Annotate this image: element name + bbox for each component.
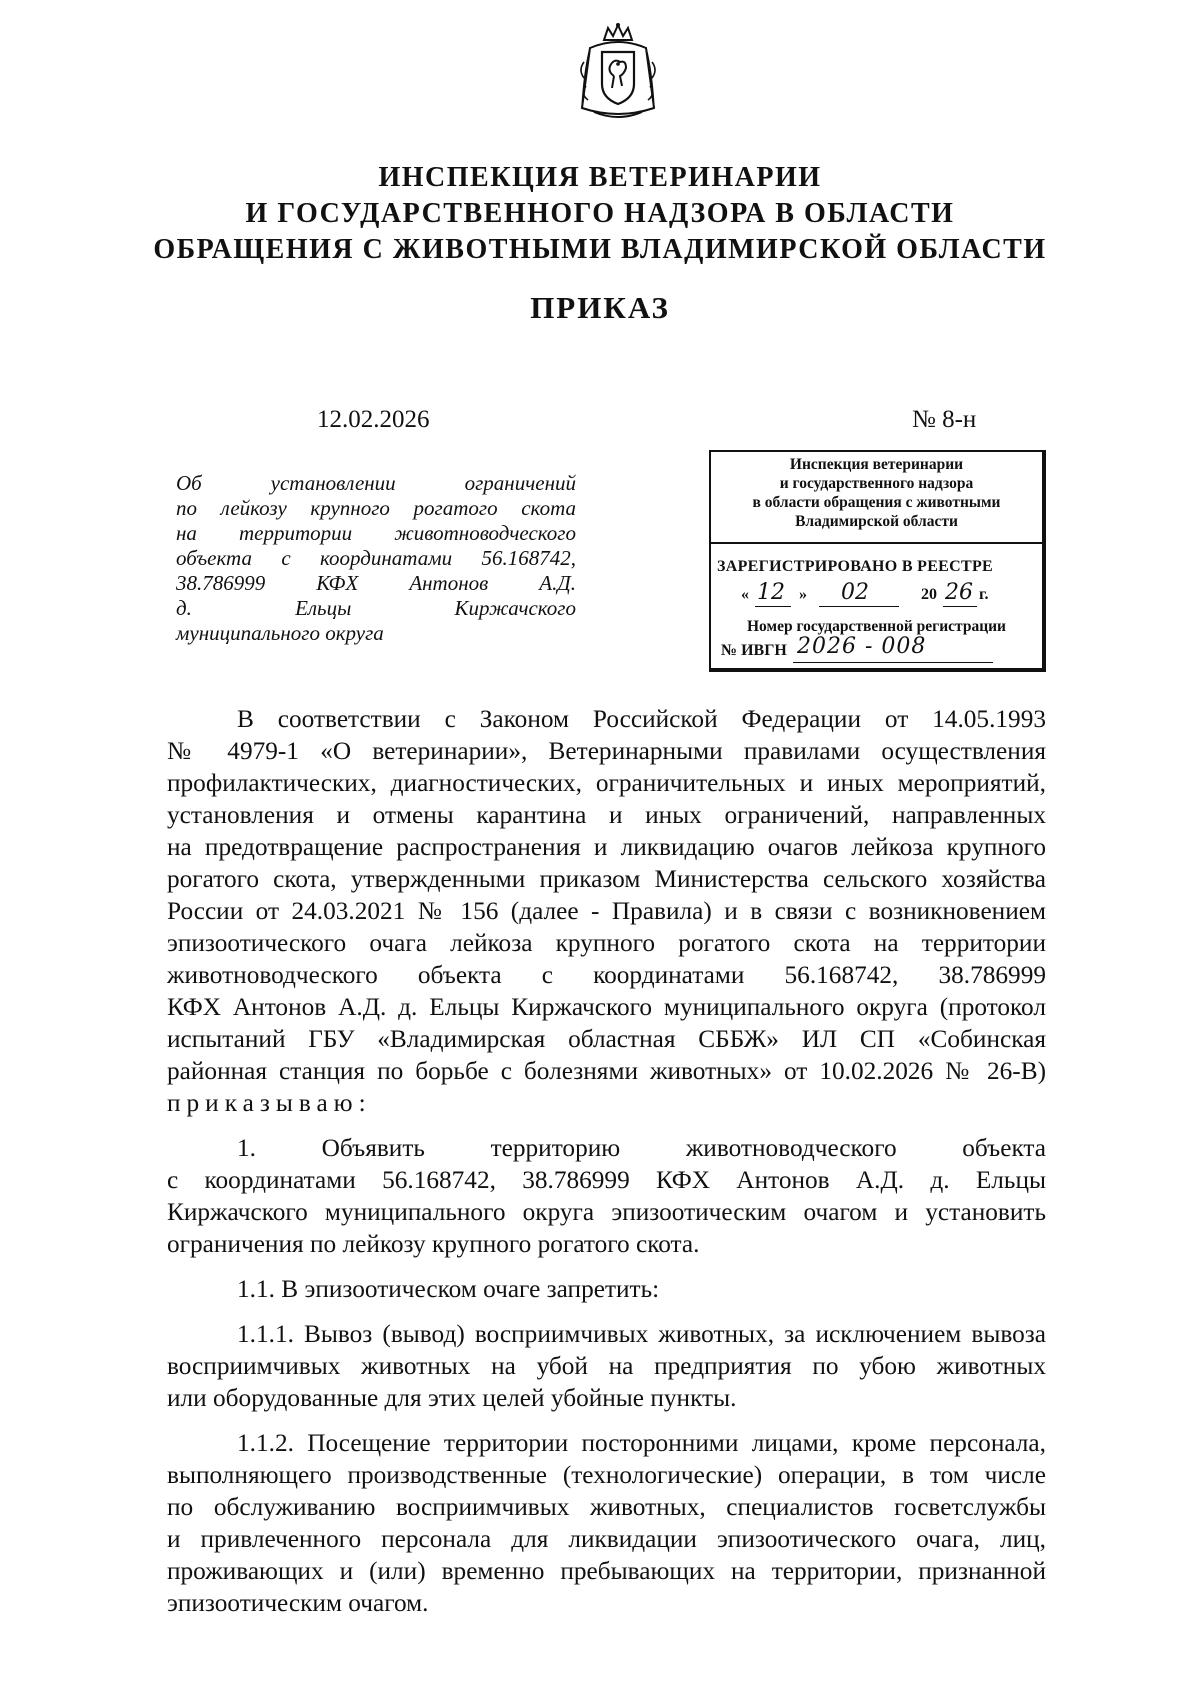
stamp-reg-underline <box>793 662 993 663</box>
stamp-reg-prefix: № ИВГН <box>721 642 787 659</box>
text-line: на предотвращение распространения и ликвидацию очагов лейкоза крупного <box>167 833 1046 861</box>
item-1-1-2-paragraph <box>167 1427 1046 1619</box>
stamp-organization <box>711 452 1042 531</box>
subject-line: на территории животноводческого <box>176 521 576 545</box>
item-1-paragraph <box>167 1132 1046 1260</box>
text-line: районная станция по борьбе с болезнями животных» от 10.02.2026 № 26-В) <box>167 1057 1046 1085</box>
text-line: проживающих и (или) временно пребывающих на территории, признанной <box>167 1557 1046 1585</box>
item-1-1-1-paragraph <box>167 1318 1046 1414</box>
registration-stamp <box>709 450 1046 672</box>
text-line: эпизоотического очага лейкоза крупного рогатого скота на территории <box>167 929 1046 957</box>
stamp-day-underline <box>755 606 791 607</box>
stamp-month-underline <box>819 606 899 607</box>
text-line: по обслуживанию восприимчивых животных, специалистов госветслужбы <box>167 1493 1046 1521</box>
stamp-close-quote: » <box>799 586 807 603</box>
document-date: 12.02.2026 <box>317 406 430 433</box>
item-1-1-paragraph <box>167 1273 1046 1305</box>
text-line: животноводческого объекта с координатами 56.168742, 38.786999 <box>167 961 1046 989</box>
text-line: Киржачского муниципального округа эпизоотическим очагом и установить <box>167 1198 1046 1226</box>
subject-line: объекта с координатами 56.168742, <box>176 546 576 570</box>
subject-line: 38.786999 КФХ Антонов А.Д. <box>176 571 576 595</box>
subject-line: Об установлении ограничений <box>176 471 576 495</box>
stamp-divider <box>711 542 1042 544</box>
stamp-org-line: Владимирской области <box>795 513 958 530</box>
text-line: 1. Объявить территорию животноводческого объекта <box>237 1134 1046 1162</box>
stamp-year-underline <box>943 606 977 607</box>
org-line: И ГОСУДАРСТВЕННОГО НАДЗОРА В ОБЛАСТИ <box>245 198 955 229</box>
text-line: России от 24.03.2021 № 156 (далее - Правила) и в связи с возникновением <box>167 897 1046 925</box>
order-word: приказываю: <box>167 1089 372 1117</box>
stamp-year-handwritten: 26 <box>945 580 973 605</box>
text-line: № 4979-1 «О ветеринарии», Ветеринарными правилами осуществления <box>167 737 1046 765</box>
text-line: испытаний ГБУ «Владимирская областная СББЖ» ИЛ СП «Собинская <box>167 1025 1046 1053</box>
document-subject <box>176 471 576 646</box>
text-line: и привлеченного персонала для ликвидации эпизоотического очага, лиц, <box>167 1525 1046 1553</box>
text-line: рогатого скота, утвержденными приказом Министерства сельского хозяйства <box>167 865 1046 893</box>
stamp-org-line: и государственного надзора <box>779 475 974 492</box>
text-line: 1.1. В эпизоотическом очаге запретить: <box>237 1275 660 1303</box>
org-line: ОБРАЩЕНИЯ С ЖИВОТНЫМИ ВЛАДИМИРСКОЙ ОБЛАСТИ <box>153 234 1047 265</box>
text-line: с координатами 56.168742, 38.786999 КФХ Антонов А.Д. д. Ельцы <box>167 1166 1046 1194</box>
preamble-paragraph <box>167 703 1046 1119</box>
text-line: 1.1.1. Вывоз (вывод) восприимчивых животных, за исключением вывоза <box>237 1320 1046 1348</box>
org-line: ИНСПЕКЦИЯ ВЕТЕРИНАРИИ <box>378 162 822 193</box>
organization-name <box>100 160 1100 268</box>
stamp-year-label: г. <box>979 586 989 603</box>
document-body <box>167 703 1046 1619</box>
stamp-org-line: в области обращения с животными <box>752 494 1001 511</box>
stamp-year-prefix: 20 <box>921 586 937 603</box>
stamp-registration-date <box>741 580 1041 614</box>
stamp-open-quote: « <box>741 586 749 603</box>
subject-line: муниципального округа <box>176 621 384 645</box>
text-line: В соответствии с Законом Российской Федерации от 14.05.1993 <box>237 705 1046 733</box>
text-line: 1.1.2. Посещение территории посторонними лицами, кроме персонала, <box>237 1429 1046 1457</box>
text-line: или оборудованные для этих целей убойные пункты. <box>167 1384 737 1412</box>
text-line: ограничения по лейкозу крупного рогатого скота. <box>167 1230 700 1258</box>
stamp-org-line: Инспекция ветеринарии <box>789 456 964 473</box>
text-line: эпизоотическим очагом. <box>167 1589 429 1617</box>
text-line: выполняющего производственные (технологические) операции, в том числе <box>167 1461 1046 1489</box>
subject-line: по лейкозу крупного рогатого скота <box>176 496 576 520</box>
stamp-day-handwritten: 12 <box>757 580 785 605</box>
stamp-month-handwritten: 02 <box>841 580 869 605</box>
stamp-reg-number-handwritten: 2026 - 008 <box>797 634 927 659</box>
subject-line: д. Ельцы Киржачского <box>176 596 576 620</box>
stamp-reg-number-label: Номер государственной регистрации <box>747 618 1006 635</box>
text-line: восприимчивых животных на убой на предприятия по убою животных <box>167 1352 1046 1380</box>
text-line: КФХ Антонов А.Д. д. Ельцы Киржачского муниципального округа (протокол <box>167 993 1046 1021</box>
document-number: № 8-н <box>912 406 977 433</box>
document-type-title: ПРИКАЗ <box>530 290 670 325</box>
stamp-reg-number <box>721 634 1021 668</box>
text-line: профилактических, диагностических, ограничительных и иных мероприятий, <box>167 769 1046 797</box>
stamp-registered-label: ЗАРЕГИСТРИРОВАНО В РЕЕСТРЕ <box>717 558 994 575</box>
coat-of-arms-icon <box>570 22 666 122</box>
text-line: установления и отмены карантина и иных ограничений, направленных <box>167 801 1046 829</box>
